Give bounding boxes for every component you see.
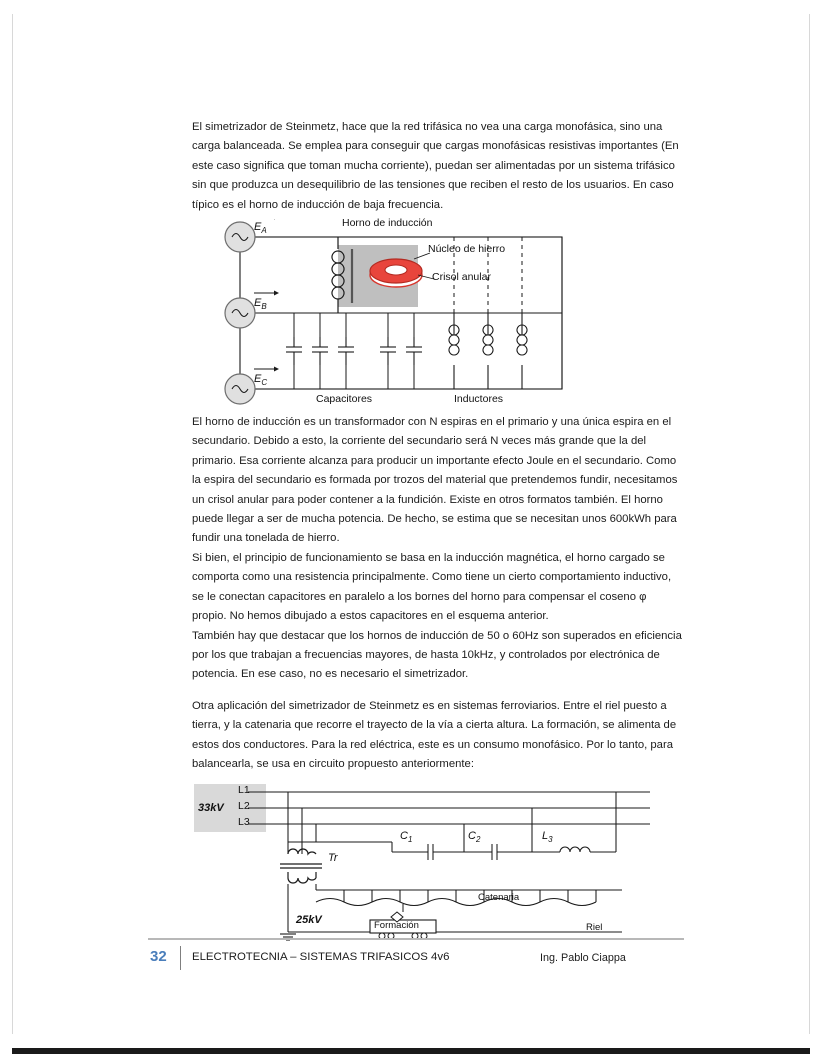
paragraph-1: El simetrizador de Steinmetz, hace que la red trifásica no vea una carga monofásica, sino una carga balanceada. Se emplea para conseguir que cargas monofásicas resistivas importantes (En este caso significa que toman mucha corriente), puedan ser alimentadas por un sistema trifásico sin que produzca un desequilibrio de las tensiones que reciben el resto de los usuarios. En caso típico es el horno de inducción de baja frecuencia. bbox=[192, 121, 679, 211]
label-riel: Riel bbox=[586, 922, 603, 934]
label-source-a-text: E bbox=[254, 221, 262, 234]
page-content bbox=[192, 118, 684, 945]
label-inductores: Inductores bbox=[454, 393, 504, 406]
label-catenaria: Catenaria bbox=[478, 892, 520, 904]
crisol-anular bbox=[370, 259, 422, 287]
figure1-title: Horno de inducción bbox=[342, 217, 433, 230]
label-l2: L2 bbox=[238, 800, 250, 813]
label-l1: L1 bbox=[238, 784, 250, 797]
inductor-bank bbox=[449, 313, 527, 389]
label-source-a-sub: A bbox=[261, 226, 267, 236]
capacitor-bank bbox=[286, 337, 422, 365]
label-l3-inductor bbox=[542, 830, 553, 844]
label-source-c bbox=[254, 373, 267, 387]
transformer-symbol bbox=[280, 849, 322, 883]
source-symbols bbox=[225, 222, 255, 404]
page-footer bbox=[150, 946, 690, 974]
label-c2-sub: 2 bbox=[475, 835, 481, 845]
paragraph-4: También hay que destacar que los hornos de inducción de 50 o 60Hz son superados en eficiencia por los que trabajan a frecuencias mayores, de hasta 10kHz, y controlados por electrónica de potencia. En ese caso, no es necesario el simetrizador. bbox=[192, 629, 682, 681]
page-edge-left bbox=[12, 14, 13, 1034]
label-c2-text: C bbox=[468, 830, 476, 843]
paragraph-5: Otra aplicación del simetrizador de Steinmetz es en sistemas ferroviarios. Entre el riel puesto a tierra, y la catenaria que recorre el trayecto de la vía a cierta altura. La formación, se alimenta de estos dos conductores. Para la red eléctrica, este es un consumo monofásico. Por lo tanto, para balancearla, se usa en circuito propuesto anteriormente: bbox=[192, 699, 677, 770]
label-c2 bbox=[468, 830, 480, 844]
figure-induction-furnace bbox=[192, 219, 684, 411]
label-l3-sub: 3 bbox=[548, 835, 553, 845]
label-nucleo-hierro: Núcleo de hierro bbox=[428, 243, 506, 256]
label-c1 bbox=[400, 830, 412, 844]
page-edge-bottom bbox=[12, 1048, 810, 1054]
footer-title: ELECTROTECNIA – SISTEMAS TRIFASICOS 4v6 bbox=[192, 951, 450, 963]
label-l3-text: L bbox=[542, 830, 549, 843]
label-25kv: 25kV bbox=[296, 914, 322, 927]
page-edge-right bbox=[809, 14, 810, 1034]
paragraph-spacer bbox=[192, 685, 684, 697]
label-source-c-text: E bbox=[254, 373, 262, 386]
label-source-b-text: E bbox=[254, 297, 262, 310]
paragraph-2: El horno de inducción es un transformador con N espiras en el primario y una única espira en el secundario. Debido a esto, la corriente del secundario será N veces más grande que la del primario. Esa corriente alcanza para producir un importante efecto Joule en el secundario. Como la espira del secundario es formada por trozos del material que pretendemos fundir, necesitamos un crisol anular para poder contener a la fundición. Existe en otros formatos también. El horno puede llegar a ser de mucha potencia. De hecho, se estima que se necesitan unos 600kWh para fundir una tonelada de hierro. bbox=[192, 416, 678, 545]
label-source-b bbox=[254, 297, 267, 311]
label-33kv: 33kV bbox=[198, 802, 224, 815]
paragraph-3: Si bien, el principio de funcionamiento se basa en la inducción magnética, el horno cargado se comporta como una resistencia principalmente. Como tiene un cierto comportamiento inductivo, se le conectan capacitores en paralelo a los bornes del horno para compensar el coseno φ propio. No hemos dibujado a estos capacitores en el esquema anterior. bbox=[192, 551, 672, 623]
footer-divider-rule bbox=[148, 938, 684, 940]
label-source-b-sub: B bbox=[261, 302, 267, 312]
label-source-c-sub: C bbox=[261, 378, 268, 388]
label-capacitores: Capacitores bbox=[316, 393, 373, 406]
label-c1-sub: 1 bbox=[407, 835, 413, 845]
footer-vertical-divider bbox=[180, 946, 181, 970]
label-crisol-anular: Crisol anular bbox=[432, 271, 491, 284]
label-source-a bbox=[254, 221, 267, 235]
label-l3: L3 bbox=[238, 816, 250, 829]
label-c1-text: C bbox=[400, 830, 408, 843]
label-formacion: Formación bbox=[374, 920, 419, 932]
page-number: 32 bbox=[150, 948, 167, 965]
figure-railway-steinmetz bbox=[192, 780, 684, 945]
label-transformer: Tr bbox=[328, 852, 338, 865]
footer-author: Ing. Pablo Ciappa bbox=[540, 952, 626, 964]
figure-railway-svg bbox=[192, 780, 684, 945]
